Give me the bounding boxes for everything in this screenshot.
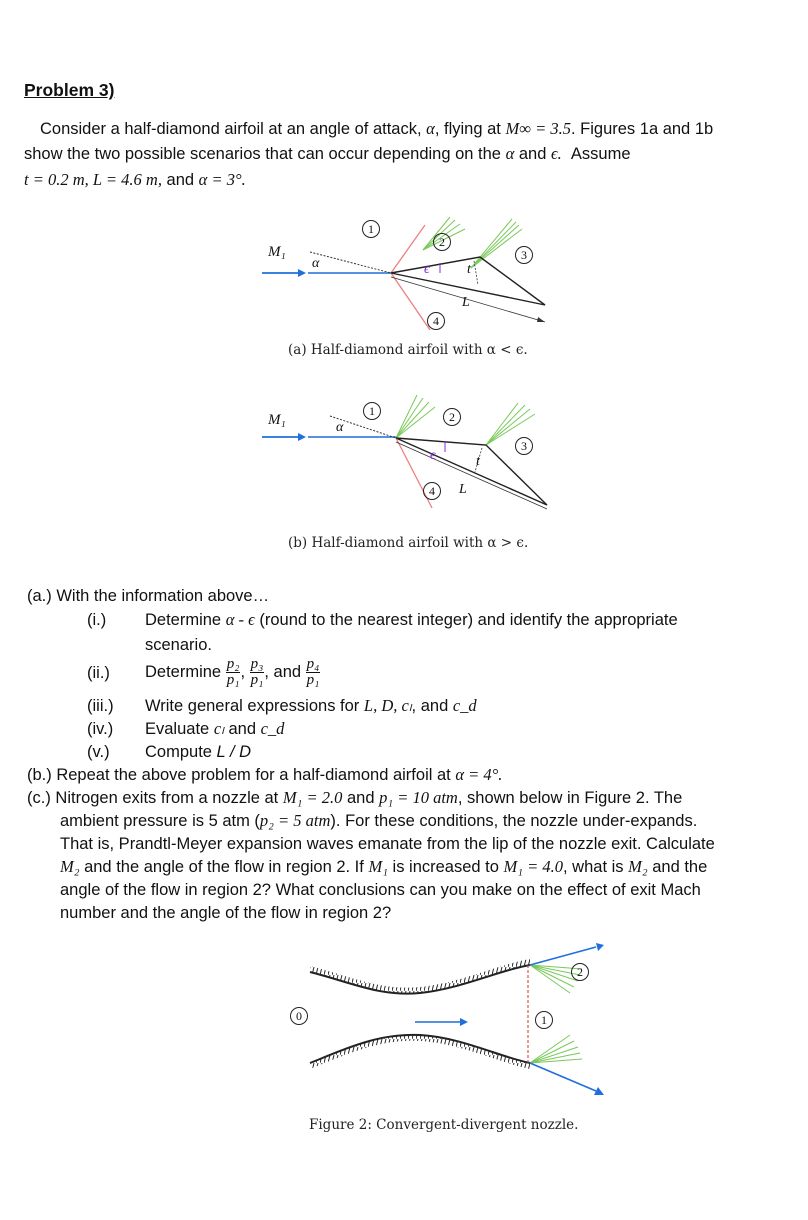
item-text: and (228, 720, 257, 738)
figure-b-alpha-label: α (336, 420, 344, 435)
figure-b-region-4: 4 (423, 482, 441, 500)
freestream-arrowhead-icon (298, 269, 306, 277)
item-iii-line (145, 694, 477, 718)
alpha-value: α = 4°. (455, 765, 503, 784)
intro-text: Consider a half-diamond airfoil at an angle of attack, (40, 120, 422, 138)
intro-text: Assume (570, 145, 631, 163)
figure-2-diagram (280, 935, 610, 1110)
upper-jet-boundary (530, 947, 596, 965)
intro-line-2 (24, 142, 631, 166)
part-a-text: With the information above… (56, 587, 270, 605)
figure-a-diagram (250, 205, 560, 335)
part-b-line (27, 763, 502, 787)
item-i-line-2: scenario. (145, 636, 212, 654)
intro-text: and (518, 145, 547, 163)
shock-upper (391, 225, 425, 273)
part-a-heading (27, 584, 269, 608)
freestream-arrowhead-icon (298, 433, 306, 441)
figure-b-mach-label: M₁ (268, 412, 286, 428)
alpha-symbol: α (426, 119, 435, 138)
item-text: Determine (145, 611, 222, 629)
item-text: Compute (145, 743, 212, 761)
item-iv-number: (iv.) (87, 720, 114, 738)
item-i-number: (i.) (87, 611, 107, 629)
part-b-text: Repeat the above problem for a half-diamond airfoil at (56, 766, 451, 784)
figure-a-t-label: t (467, 262, 471, 277)
pressure-ratio-p2-p1: $\frac{\text{p₂}}{\text{p₁}}$ (226, 656, 240, 689)
pressure-2-value: p₂ = 5 atm (259, 811, 331, 830)
figure-a-region-1: 1 (362, 220, 380, 238)
shock-lower (391, 273, 430, 330)
part-c-line-3: That is, Prandtl-Meyer expansion waves emanate from the lip of the nozzle exit. Calculate (60, 835, 715, 853)
intro-text: , flying at (434, 120, 501, 138)
item-text: (round to the nearest integer) and identify the appropriate (259, 611, 678, 629)
figure-b-t-label: t (476, 454, 480, 469)
part-b-label: (b.) (27, 766, 52, 784)
figure-a-region-3: 3 (515, 246, 533, 264)
lower-jet-boundary (530, 1063, 596, 1091)
item-ii-number: (ii.) (87, 664, 110, 682)
figure-2-region-0: 0 (290, 1007, 308, 1025)
item-v-number: (v.) (87, 743, 110, 761)
figure-a-alpha-label: α (312, 256, 320, 271)
pressure-1-value: p₁ = 10 atm (379, 788, 458, 807)
figure-b-diagram (250, 380, 560, 525)
part-c-line-6: number and the angle of the flow in region 2? (60, 904, 392, 922)
intro-line-3 (24, 168, 246, 192)
lower-expansion-fan-icon (530, 1035, 582, 1063)
alpha-minus-epsilon: α - ϵ (225, 610, 255, 629)
core-flow-arrowhead-icon (460, 1018, 468, 1026)
drag-coefficient: c_d (260, 719, 285, 738)
figure-b-region-3: 3 (515, 437, 533, 455)
intro-text: and (166, 171, 195, 189)
figure-b-epsilon-label: ϵ (430, 448, 436, 463)
item-text: Write general expressions for (145, 697, 360, 715)
pressure-ratio-p3-p1: $\frac{\text{p₃}}{\text{p₁}}$ (250, 656, 264, 689)
figure-a-region-2: 2 (433, 233, 451, 251)
given-values: t = 0.2 m, L = 4.6 m, (24, 170, 162, 189)
figure-b-caption: (b) Half-diamond airfoil with α > ϵ. (288, 535, 529, 551)
item-v-line (145, 740, 251, 764)
figure-a-caption: (a) Half-diamond airfoil with α < ϵ. (288, 342, 528, 358)
nozzle-lower-hatch (310, 1035, 530, 1069)
part-c-line-2: ambient pressure is 5 atm (p₂ = 5 atm). For these conditions, the nozzle under-expands. (60, 811, 698, 830)
intro-text: . Figures 1a and 1b (571, 120, 714, 138)
figure-a-L-label: L (462, 295, 470, 310)
figure-2-region-2: 2 (571, 963, 589, 981)
alpha-reference-line (310, 252, 391, 273)
alpha-symbol: α (505, 144, 515, 163)
part-c-line-5: angle of the flow in region 2? What conclusions can you make on the effect of exit Mach (60, 881, 701, 899)
item-text: Evaluate (145, 720, 210, 738)
item-ii-line: Determine $\frac{\text{p₂}}{\text{p₁}}$ , $\frac{\text{p₃}}{\text{p₁}}$ , and $\frac{\text{p₄}}{\text{p₁}}$ (145, 656, 320, 689)
item-text: Determine (145, 663, 222, 681)
nozzle-upper-hatch (310, 959, 530, 994)
part-c-line-1: (c.) Nitrogen exits from a nozzle at M₁ = 2.0 and p₁ = 10 atm, shown below in Figure 2. The (27, 788, 683, 807)
part-a-label: (a.) (27, 587, 52, 605)
given-alpha: α = 3°. (198, 170, 246, 189)
figure-b-L-label: L (459, 482, 467, 497)
problem-title: Problem 3) (24, 80, 115, 100)
epsilon-symbol: ϵ. (550, 144, 562, 163)
lift-to-drag: L / D (216, 743, 252, 761)
figure-a-region-4: 4 (427, 312, 445, 330)
upper-jet-arrowhead-icon (596, 943, 604, 951)
pressure-ratio-p4-p1: $\frac{\text{p₄}}{\text{p₁}}$ (306, 656, 320, 689)
figure-b-region-1: 1 (363, 402, 381, 420)
drag-coefficient: c_d (452, 696, 477, 715)
part-c-label: (c.) (27, 789, 51, 807)
item-text: , and (411, 697, 449, 715)
item-iv-line (145, 717, 284, 741)
figure-2-caption: Figure 2: Convergent-divergent nozzle. (309, 1117, 579, 1133)
expression-vars: L, D, cₗ (363, 696, 412, 715)
figure-a-epsilon-label: ϵ (424, 262, 430, 277)
item-text: and (273, 663, 302, 681)
part-c-line-4: M₂ and the angle of the flow in region 2. If M₁ is increased to M₁ = 4.0, what is M₂ and the (60, 857, 708, 876)
item-i-line-1 (145, 608, 678, 632)
lift-coefficient: cₗ (213, 719, 224, 738)
intro-line-1 (40, 117, 713, 141)
intro-text: show the two possible scenarios that can occur depending on the (24, 145, 501, 163)
item-iii-number: (iii.) (87, 697, 114, 715)
figure-2-region-1: 1 (535, 1011, 553, 1029)
dimension-arrowhead-icon (537, 317, 545, 322)
figure-a-mach-label: M₁ (268, 244, 286, 260)
expansion-fan-icon (396, 395, 535, 445)
mach-1-value: M₁ = 2.0 (282, 788, 343, 807)
figure-b-region-2: 2 (443, 408, 461, 426)
mach-freestream: M∞ = 3.5 (505, 119, 571, 138)
